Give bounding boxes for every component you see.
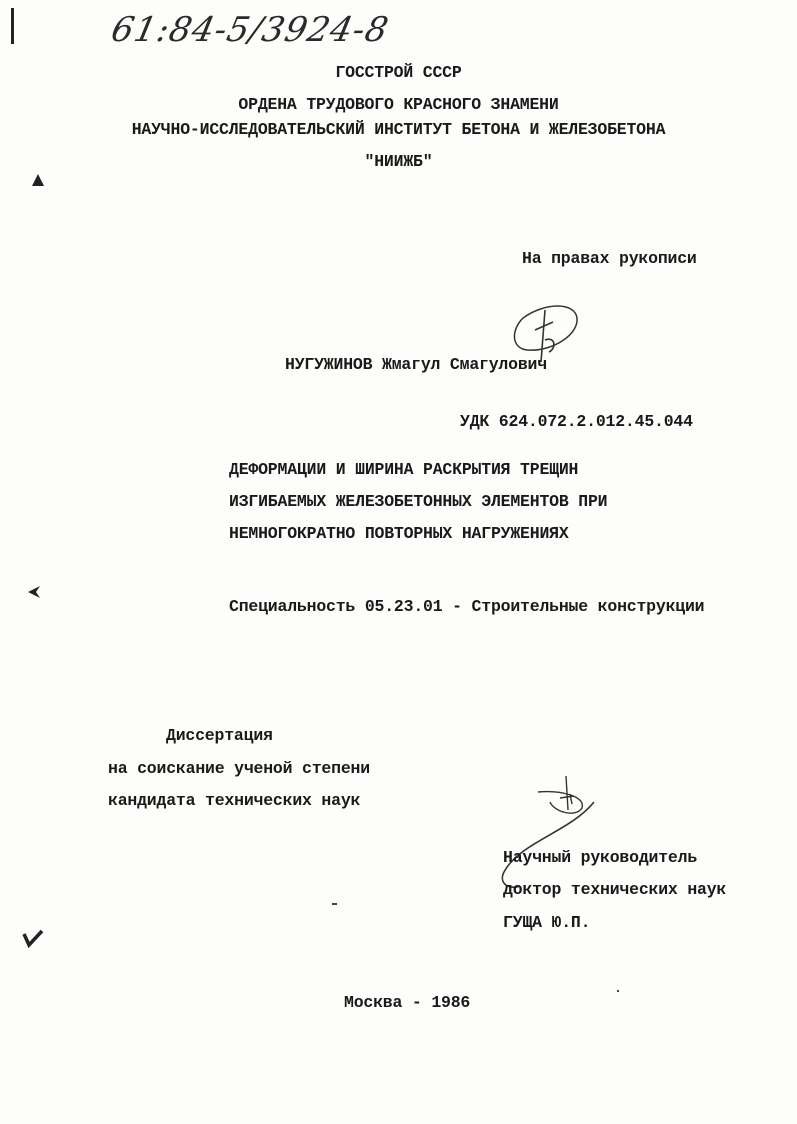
- margin-arrow-mark: [26, 584, 44, 600]
- margin-arrow-mark: [30, 172, 46, 188]
- author-name: НУГУЖИНОВ Жмагул Смагулович: [285, 355, 547, 374]
- scan-speck: [332, 903, 338, 907]
- title-line-3: НЕМНОГОКРАТНО ПОВТОРНЫХ НАГРУЖЕНИЯХ: [229, 524, 569, 543]
- order-line: ОРДЕНА ТРУДОВОГО КРАСНОГО ЗНАМЕНИ: [238, 95, 559, 114]
- agency-name: ГОССТРОЙ СССР: [335, 63, 462, 82]
- handwritten-archive-code: 61:84-5/3924-8: [107, 10, 393, 50]
- institute-abbreviation: "НИИЖБ": [364, 152, 433, 171]
- supervisor-role: Научный руководитель: [503, 848, 698, 867]
- title-line-2: ИЗГИБАЕМЫХ ЖЕЛЕЗОБЕТОННЫХ ЭЛЕМЕНТОВ ПРИ: [229, 492, 608, 511]
- degree-sought: на соискание ученой степени: [108, 759, 370, 778]
- dissertation-label: Диссертация: [166, 726, 273, 745]
- specialty-line: Специальность 05.23.01 - Строительные конструкции: [229, 597, 705, 616]
- rights-note: На правах рукописи: [522, 249, 697, 268]
- place-and-year: Москва - 1986: [344, 993, 471, 1012]
- margin-check-mark: [22, 928, 44, 948]
- degree-field: кандидата технических наук: [108, 791, 361, 810]
- institute-name: НАУЧНО-ИССЛЕДОВАТЕЛЬСКИЙ ИНСТИТУТ БЕТОНА И ЖЕЛЕЗОБЕТОНА: [131, 120, 666, 139]
- scan-speck: [617, 990, 621, 994]
- supervisor-name: ГУЩА Ю.П.: [503, 913, 591, 932]
- title-line-1: ДЕФОРМАЦИИ И ШИРИНА РАСКРЫТИЯ ТРЕЩИН: [229, 460, 579, 479]
- supervisor-degree: доктор технических наук: [503, 880, 727, 899]
- margin-tick-mark: [10, 8, 16, 48]
- udc-code: УДК 624.072.2.012.45.044: [460, 412, 693, 431]
